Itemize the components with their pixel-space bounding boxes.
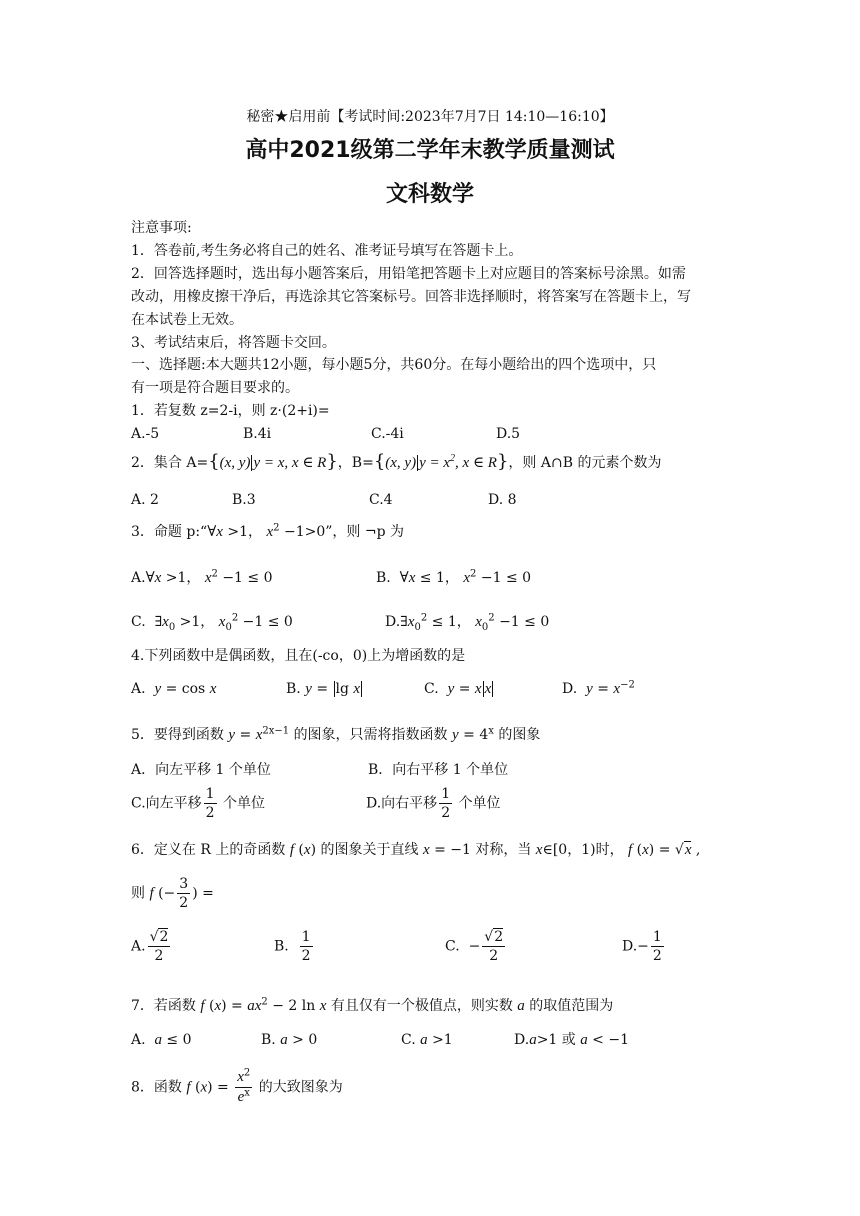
q5-c-pre: C.向左平移 xyxy=(131,795,202,812)
q5-suffix: 的图象 xyxy=(498,727,541,743)
q6-mid3: ∈[0，1)时， xyxy=(542,842,624,858)
q4-option-a: A. y = cos x xyxy=(131,681,217,697)
question-5-stem: 5．要得到函数 $y = x^{2x-1}$ 的图象，只需将指数函数 $y = 4^x$ 的图象 xyxy=(131,725,541,743)
question-6-stem: 6．定义在 R 上的奇函数 f (x) 的图象关于直线 x = −1 对称，当 x∈[0，1)时， f (x) = √x , xyxy=(131,842,701,858)
q7-suffix: 有且仅有一个极值点，则实数 xyxy=(330,998,513,1014)
q3-option-d: $D.\exists x_0^2 \le 1$， $x_0^2 -1 \le 0$ xyxy=(385,612,550,633)
q7-option-b: B. a > 0 xyxy=(261,1032,318,1048)
question-8-stem: 8．函数 f (x) = $\frac{x^2}{e^x}$ 的大致图象为 xyxy=(131,1067,343,1105)
q5-prefix: 5．要得到函数 xyxy=(131,727,224,743)
q3-option-a: A.∀x >1， $x^2 -1 \le 0$ xyxy=(131,568,273,586)
q2-option-b: B.3 xyxy=(232,492,256,508)
section-intro-line-1: 一、选择题:本大题共12小题，每小题5分，共60分。在每小题给出的四个选项中，只 xyxy=(131,357,657,373)
q7-c-label: C. xyxy=(401,1032,416,1048)
q2-option-c: C.4 xyxy=(369,492,393,508)
q3-option-c: C. $\exists x_0 >1$， $x_0^2 -1 \le 0$ xyxy=(131,612,293,633)
question-7-stem: 7．若函数 f $(x) = ax^2 - 2$ ln x 有且仅有一个极值点，则实数 a 的取值范围为 xyxy=(131,996,614,1014)
q7-option-a: A. a ≤ 0 xyxy=(131,1032,192,1048)
q7-option-d: D.a>1 或 a < −1 xyxy=(514,1032,630,1048)
q7-suffix2: 的取值范围为 xyxy=(529,998,614,1014)
q2-prefix: 2．集合 A= xyxy=(131,455,209,471)
set-b-expression: { xyxy=(373,451,386,472)
question-4-stem: 4.下列函数中是偶函数，且在(-co，0)上为增函数的是 xyxy=(131,648,466,664)
exam-time-line: 秘密★启用前【考试时间:2023年7月7日 14:10—16:10】 xyxy=(246,109,614,125)
notes-heading: 注意事项: xyxy=(131,220,192,236)
page-title: 高中2021级第二学年末教学质量测试 xyxy=(245,138,615,163)
note-1: 1．答卷前,考生务必将自己的姓名、准考证号填写在答题卡上。 xyxy=(131,243,523,259)
q7-b-label: B. xyxy=(261,1032,276,1048)
q6-option-b: B. $\frac{1}{2}$ xyxy=(274,929,311,964)
q3-prefix: 3．命题 p:“ xyxy=(131,524,208,540)
q5-c-post: 个单位 xyxy=(223,795,266,812)
q4-option-b: B. y = lg x xyxy=(286,681,361,697)
q5-option-d: D.向右平移 $\frac{1}{2}$ 个单位 xyxy=(366,786,501,821)
q5-option-a: A．向左平移 1 个单位 xyxy=(131,762,271,778)
q2-option-d: D. 8 xyxy=(488,492,517,508)
q3-option-b: B. ∀x ≤ 1， $x^2 -1 \le 0$ xyxy=(376,568,532,586)
q2-option-a: A. 2 xyxy=(131,492,159,508)
q6-prefix: 6．定义在 R 上的奇函数 xyxy=(131,842,286,858)
q8-prefix: 8．函数 xyxy=(131,1079,182,1096)
q6-mid1: 的图象关于直线 xyxy=(320,842,419,858)
note-3: 3、考试结束后，将答题卡交回。 xyxy=(131,335,336,351)
note-2-line-3: 在本试卷上无效。 xyxy=(131,312,243,328)
q6-option-d: D.− $\frac{1}{2}$ xyxy=(622,929,662,964)
q7-d-or: 或 xyxy=(561,1032,576,1048)
question-1-stem: 1．若复数 z=2-i，则 z·(2+i)= xyxy=(131,403,330,419)
q6-option-c: C. − $\frac{√2}{2}$ xyxy=(445,929,504,964)
set-a-expression: { xyxy=(208,451,220,472)
q8-suffix: 的大致图象为 xyxy=(258,1079,343,1096)
q7-option-c: C. a >1 xyxy=(401,1032,453,1048)
page-subtitle: 文科数学 xyxy=(385,182,474,207)
question-3-stem: 3．命题 p:“∀x >1， $x^2 -1>0$”，则 ¬p 为 xyxy=(131,522,404,540)
q1-option-a: A.-5 xyxy=(131,426,160,442)
q6-mid2: 对称，当 xyxy=(475,842,532,858)
q1-option-b: B.4i xyxy=(243,426,272,442)
section-intro-line-2: 有一项是符合题目要求的。 xyxy=(131,380,299,396)
q7-prefix: 7．若函数 xyxy=(131,998,196,1014)
q6-then: 则 xyxy=(131,885,145,902)
q5-d-pre: D.向右平移 xyxy=(366,795,438,812)
q1-option-d: D.5 xyxy=(496,426,521,442)
question-6-line-2: 则 f (− $\frac{3}{2}$ ) = xyxy=(131,876,214,911)
q7-d-label: D. xyxy=(514,1032,530,1048)
q2-suffix: ，则 A∩B 的元素个数为 xyxy=(508,455,662,471)
q2-mid: ，B= xyxy=(337,455,374,471)
q5-option-c: C.向左平移 $\frac{1}{2}$ 个单位 xyxy=(131,786,266,821)
q1-option-c: C.-4i xyxy=(371,426,404,442)
q5-d-post: 个单位 xyxy=(458,795,501,812)
q5-mid: 的图象，只需将指数函数 xyxy=(293,727,448,743)
q3-suffix: ”，则 ¬p 为 xyxy=(325,524,404,540)
question-2-stem: 2．集合 A={(x, y) y = x, x ∈ R}，B={(x, y) $y = x^2$, x ∈ R}，则 A∩B 的元素个数为 xyxy=(131,451,662,472)
note-2-line-2: 改动，用橡皮擦干净后，再选涂其它答案标号。回答非选择顺时，将答案写在答题卡上，写 xyxy=(131,289,691,305)
note-2-line-1: 2．回答选择题时，选出每小题答案后，用铅笔把答题卡上对应题目的答案标号涂黑。如需 xyxy=(131,266,686,282)
q6-option-a: A. $\frac{√2}{2}$ xyxy=(131,929,169,964)
q4-option-c: C. y = x x xyxy=(424,681,492,697)
q5-option-b: B．向右平移 1 个单位 xyxy=(368,762,509,778)
q4-option-d: D. $y = x^{-2}$ xyxy=(562,679,635,697)
